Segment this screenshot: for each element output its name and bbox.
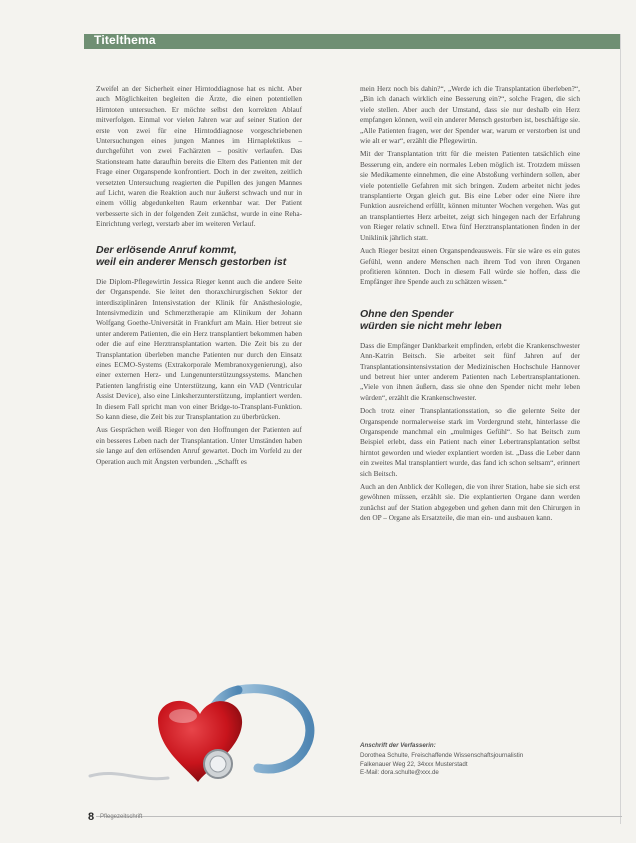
stethoscope-tube (238, 689, 310, 769)
body-paragraph: Dass die Empfänger Dankbarkeit empfinden, erlebt die Krankenschwester Ann-Katrin Beitsch. Sie arbeitet seit fünf Jahren auf der Transplantationsintensivstation der Medizinischen Hochschule Hannover und betreut hier unter anderem Patienten nach Lebertransplantationen. „Viele von ihnen äußern, dass sie ohne den Spender nicht mehr leben würden“, erzählt die Krankenschwester. (360, 340, 580, 402)
body-paragraph: Zweifel an der Sicherheit einer Hirntoddiagnose hat es nicht. Aber auch Möglichkeiten begleiten die Ärzte, die einen potentiellen Hirntoten untersuchen. Er möchte selbst den korrekten Ablauf mitverfolgen. Einmal vor vielen Jahren war auf seiner Station der erste von zwei für eine Hirntoddiagnose vorgeschriebenen Untersuchungen eines jungen Mannes im Hirnaplektikus – durchgeführt von zwei Fachärzten – positiv verlaufen. Das Stationsteam hatte daraufhin bereits die Eltern des Patienten mit der Frage einer Organspende konfrontiert. Doch in der zweiten, zeitlich versetzten Untersuchung reagierten die Pupillen des jungen Mannes auf Licht, waren die Reaktion auch nur äußerst schwach und nur in einem völlig abgedunkelten Raum erkennbar war. Der Patient verbesserte sich in der folgenden Zeit zunächst, wurde in eine Reha-Einrichtung verlegt, verstarb aber im weiteren Verlauf. (96, 84, 302, 229)
body-paragraph: Doch trotz einer Transplantationsstation, so die gelernte Seite der Organspende normalerweise stark im Vordergrund steht, hinterlasse die Organspende manchmal ein „mulmiges Gefühl“. So hat Beitsch zum Beispiel erlebt, dass ein Patient nach einer Lebertransplantation selbst hirntot geworden und wieder explantiert worden ist. „Dass die Leber dann ein zweites Mal transplantiert wurde, das fand ich schon seltsam“, erinnert sich Beitsch. (360, 406, 580, 478)
author-info-line: Dorothea Schulte, Freischaffende Wissenschaftsjournalistin (360, 752, 524, 760)
subheading-line: würden sie nicht mehr leben (360, 320, 502, 333)
section-header-bar (84, 34, 620, 49)
author-info-box (360, 742, 580, 778)
subheading-left (96, 244, 302, 269)
subheading-line: weil ein anderer Mensch gestorben ist (96, 256, 287, 269)
author-info-line: E-Mail: dora.schulte@xxx.de (360, 769, 439, 777)
page-number: 8 (88, 811, 95, 823)
subheading-line: Ohne den Spender (360, 307, 454, 320)
author-info-title: Anschrift der Verfasserin: (360, 742, 436, 749)
section-title: Titelthema (94, 33, 156, 47)
footer-divider (96, 816, 622, 817)
stethoscope-heart-image (88, 672, 320, 796)
author-info-line: Falkenauer Weg 22, 34xxx Musterstadt (360, 760, 468, 768)
left-column (96, 84, 302, 470)
body-paragraph: mein Herz noch bis dahin?“, „Werde ich die Transplantation überleben?“, „Bin ich danach wirklich eine Besserung ein?“, solche Fragen, die sich viele stellen. Aber auch der Umstand, dass sie nur deshalb ein Herz empfangen können, weil ein anderer Mensch gestorben ist, beschäftige sie. „Alle Patienten fragen, wer der Spender war, warum er verstorben ist und wie alt er war“, erzählt die Pflegewirtin. (360, 84, 580, 146)
body-paragraph: Auch an den Anblick der Kollegen, die von ihrer Station, habe sie sich erst gewöhnen müssen, erzählt sie. Die explantierten Organe dann werden zunächst auf der Station abgegeben und gehen dann mit den Chirurgen in den OP – Organe als Ersatzteile, die man ein- und ausbauen kann. (360, 482, 580, 523)
body-paragraph: Die Diplom-Pflegewirtin Jessica Rieger kennt auch die andere Seite der Organspende. Sie leitet den thoraxchirurgischen Sektor der interdisziplinären Intensivstation der Klinik für Anästhesiologie, Intensivmedizin und Schmerztherapie am Klinikum der Johann Wolfgang Goethe-Universität in Frankfurt am Main. Hier betreut sie unter anderem Patienten, die ein Herz transplantiert bekommen haben oder die auf eine Herztransplantation warten. Die Zeit bis zu der Transplantation überleben manche Patienten nur durch den Einsatz eines ECMO-Systems (Extrakorporale Membranoxygenierung), also einer externen Herz- und Lungenunterstützungssystems. Manchen Patienten langfristig eine Unterstützung, kann ein VAD (Ventricular Assist Device), also eine Linksherzunterstützung, implantiert werden. In diesem Fall spricht man von einer Bridge-to-Transplant-Funktion. So kann diese, die Zeit bis zur Transplantation zu überbrücken. (96, 276, 302, 421)
subheading-right (360, 308, 580, 333)
right-column (360, 84, 580, 527)
body-paragraph: Mit der Transplantation tritt für die meisten Patienten tatsächlich eine Besserung ein, andere ein normales Leben möglich ist. Trotzdem müssen sie Medikamente einnehmen, die eine Abstoßung verhindern sollen, aber viele potentielle Gefahren mit sich bringen. Zudem arbeitet nicht jedes transplantierte Organ gleich gut. Bis eine Leber oder eine Niere ihre Funktion ausreichend erfüllt, können mitunter Wochen vergehen. Was gut an transplantiertes Herz arbeitet, zeigt sich hingegen nach der Erfahrung von Rieger relativ schnell. Etwa fünf Herztransplantationen finden in der Uniklinik jährlich statt. (360, 149, 580, 242)
body-paragraph: Auch Rieger besitzt einen Organspendeausweis. Für sie wäre es ein gutes Gefühl, wenn andere Menschen nach ihrem Tod von ihren Organen profitieren könnten. Doch in diesem Fall würde sie hoffen, dass die Empfänger ihre Spende auch zu schätzen wissen.“ (360, 246, 580, 287)
body-paragraph: Aus Gesprächen weiß Rieger von den Hoffnungen der Patienten auf ein besseres Leben nach der Transplantation. Unter Umständen haben sie lange auf den erlösenden Anruf gewartet. Doch im Vorfeld zu der Operation auch mit Ängsten verbunden. „Schafft es (96, 425, 302, 466)
publication-name: Pflegezeitschrift (100, 814, 143, 820)
page-edge-divider (620, 34, 621, 824)
subheading-line: Der erlösende Anruf kommt, (96, 243, 237, 256)
